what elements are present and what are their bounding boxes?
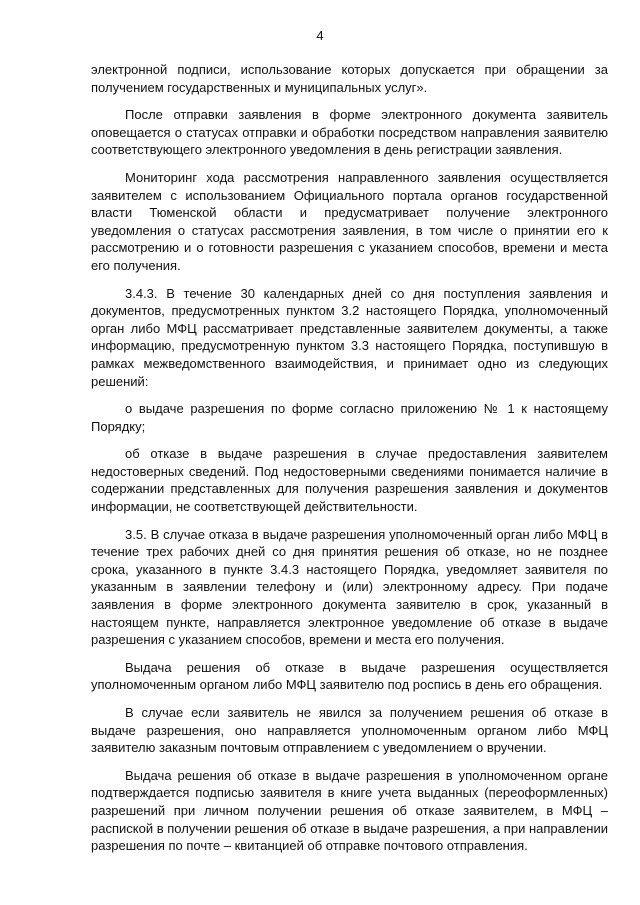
document-body <box>91 61 608 865</box>
paragraph-decision-grant: о выдаче разрешения по форме согласно приложению № 1 к настоящему Порядку; <box>91 401 608 434</box>
paragraph-3-4-3: 3.4.3. В течение 30 календарных дней со дня поступления заявления и документов, предусмотренных пунктом 3.2 настоящего Порядка, уполномоченный орган либо МФЦ рассматривает представленные заявителем документы, а также информацию, предусмотренную пунктом 3.3 настоящего Порядка, поступившую в рамках межведомственного взаимодействия, и принимает одно из следующих решений: <box>91 285 608 389</box>
page-number: 4 <box>316 28 324 43</box>
paragraph-3-5: 3.5. В случае отказа в выдаче разрешения уполномоченный орган либо МФЦ в течение трех рабочих дней со дня принятия решения об отказе, но не позднее срока, указанного в пункте 3.4.3 настоящего Порядка, уведомляет заявителя по указанным в заявлении телефону и (или) электронному адресу. При подаче заявления в форме электронного документа заявителю в срок, указанный в настоящем пункте, направляется электронное уведомление об отказе в выдаче разрешения с указанием способов, времени и места его получения. <box>91 526 608 648</box>
paragraph-refusal-confirmation: Выдача решения об отказе в выдаче разрешения в уполномоченном органе подтверждается подписью заявителя в книге учета выданных (переоформленных) разрешений при личном получении решения об отказе заявителем, в МФЦ – распиской в получении решения об отказе в выдаче разрешения, а при направлении разрешения по почте – квитанцией об отправке почтового отправления. <box>91 767 608 854</box>
paragraph-monitoring: Мониторинг хода рассмотрения направленного заявления осуществляется заявителем с использованием Официального портала органов государственной власти Тюменской области и предусматривает получение электронного уведомления о статусах рассмотрения заявления, в том числе о принятии его к рассмотрению и о готовности разрешения с указанием способов, времени и места его получения. <box>91 169 608 273</box>
paragraph-refusal-issuance: Выдача решения об отказе в выдаче разрешения осуществляется уполномоченным органом либо МФЦ заявителю под роспись в день его обращения. <box>91 659 608 693</box>
paragraph-refusal-by-mail: В случае если заявитель не явился за получением решения об отказе в выдаче разрешения, оно направляется уполномоченным органом либо МФЦ заявителю заказным почтовым отправлением с уведомлением о вручении. <box>91 705 608 756</box>
paragraph-continuation: электронной подписи, использование которых допускается при обращении за получением государственных и муниципальных услуг». <box>91 62 608 95</box>
paragraph-notification-status: После отправки заявления в форме электронного документа заявитель оповещается о статусах отправки и обработки посредством направления заявителю соответствующего электронного уведомления в день регистрации заявления. <box>91 107 608 158</box>
paragraph-decision-refusal: об отказе в выдаче разрешения в случае предоставления заявителем недостоверных сведений. Под недостоверными сведениями понимается наличие в содержании представленных для получения разрешения заявления и документов информации, не соответствующей действительности. <box>91 446 608 515</box>
